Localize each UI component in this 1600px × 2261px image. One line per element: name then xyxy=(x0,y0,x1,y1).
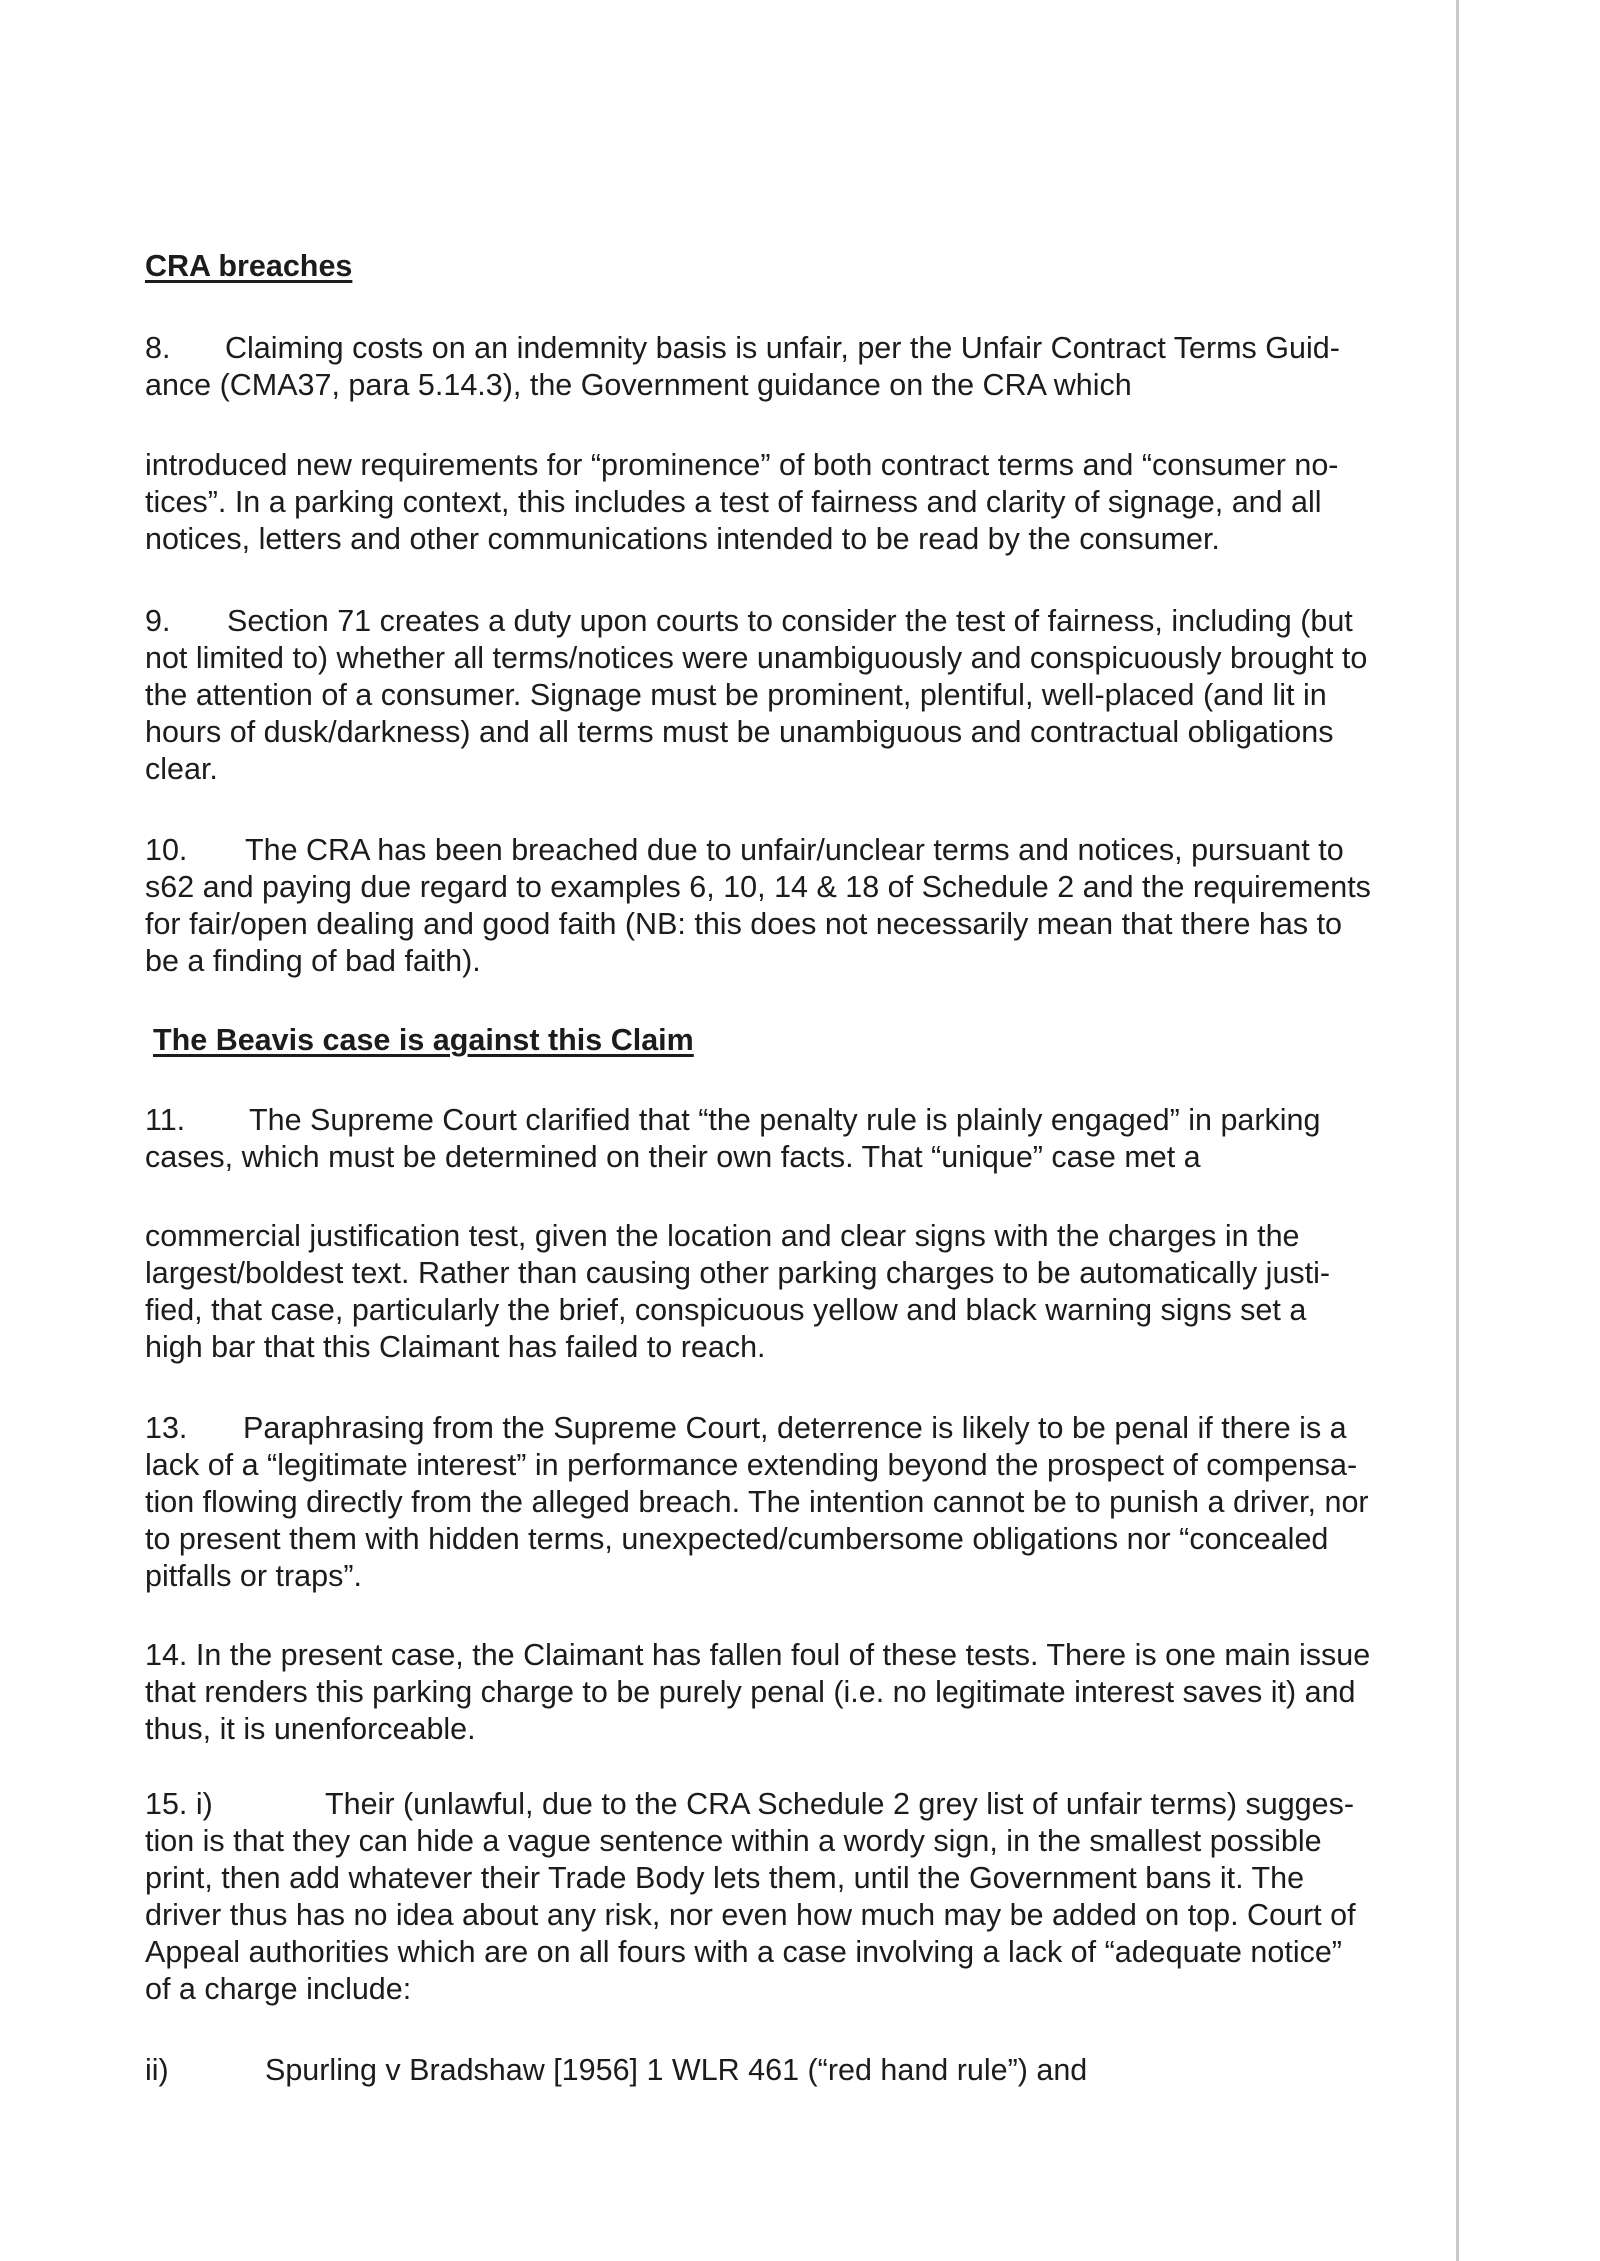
para-14-line-2: that renders this parking charge to be purely penal (i.e. no legitimate interest saves it) and xyxy=(145,1675,1356,1709)
para-13-line-2: lack of a “legitimate interest” in performance extending beyond the prospect of compensa- xyxy=(145,1448,1358,1482)
para-10-line-3: for fair/open dealing and good faith (NB: this does not necessarily mean that there has to xyxy=(145,907,1343,941)
para-9-line-3: the attention of a consumer. Signage must be prominent, plentiful, well-placed (and lit in xyxy=(145,678,1327,712)
para-13-line-5: pitfalls or traps”. xyxy=(145,1559,362,1593)
para-8-line-2: ance (CMA37, para 5.14.3), the Government guidance on the CRA which xyxy=(145,368,1132,402)
para-8-line-4: tices”. In a parking context, this includes a test of fairness and clarity of signage, and all xyxy=(145,485,1322,519)
para-15-line-3: print, then add whatever their Trade Body lets them, until the Government bans it. The xyxy=(145,1861,1305,1895)
para-11-line-4: largest/boldest text. Rather than causing other parking charges to be automatically justi- xyxy=(145,1256,1331,1290)
para-14-line-3: thus, it is unenforceable. xyxy=(145,1712,476,1746)
para-8-line-5: notices, letters and other communications intended to be read by the consumer. xyxy=(145,522,1220,556)
para-15-line-2: tion is that they can hide a vague sentence within a wordy sign, in the smallest possible xyxy=(145,1824,1322,1858)
para-13-number: 13. xyxy=(145,1411,188,1445)
para-15-sub-ii-text: Spurling v Bradshaw [1956] 1 WLR 461 (“red hand rule”) and xyxy=(265,2053,1088,2087)
heading-beavis-case: The Beavis case is against this Claim xyxy=(153,1023,694,1057)
para-10-line-1: 10. The CRA has been breached due to unfair/unclear terms and notices, pursuant to xyxy=(145,833,1344,867)
para-10-line-2: s62 and paying due regard to examples 6, 10, 14 & 18 of Schedule 2 and the requirements xyxy=(145,870,1371,904)
para-9-line-2: not limited to) whether all terms/notices were unambiguously and conspicuously brought to xyxy=(145,641,1368,675)
para-14-line-1: 14. In the present case, the Claimant has fallen foul of these tests. There is one main issue xyxy=(145,1638,1371,1672)
para-15-line-1: 15. i) Their (unlawful, due to the CRA Schedule 2 grey list of unfair terms) sugges- xyxy=(145,1787,1355,1821)
para-10-line-4: be a finding of bad faith). xyxy=(145,944,481,978)
para-11-line-3: commercial justification test, given the location and clear signs with the charges in the xyxy=(145,1219,1300,1253)
para-13-line-4: to present them with hidden terms, unexpected/cumbersome obligations nor “concealed xyxy=(145,1522,1329,1556)
para-15-sub-ii-number: ii) xyxy=(145,2053,169,2087)
para-15-line-4: driver thus has no idea about any risk, nor even how much may be added on top. Court of xyxy=(145,1898,1356,1932)
para-9-number: 9. xyxy=(145,604,171,638)
heading-cra-breaches: CRA breaches xyxy=(145,249,353,283)
para-15-line-5: Appeal authorities which are on all fours with a case involving a lack of “adequate notice” xyxy=(145,1935,1342,1969)
para-11-number: 11. xyxy=(145,1103,186,1137)
para-11-line-2: cases, which must be determined on their own facts. That “unique” case met a xyxy=(145,1140,1201,1174)
para-11-line-6: high bar that this Claimant has failed to reach. xyxy=(145,1330,766,1364)
para-8-line-1: 8. Claiming costs on an indemnity basis is unfair, per the Unfair Contract Terms Guid- xyxy=(145,331,1340,365)
para-9-line-5: clear. xyxy=(145,752,218,786)
para-8-number: 8. xyxy=(145,331,171,365)
para-15-sub-ii xyxy=(145,2052,1087,2088)
para-13-line-1: 13. Paraphrasing from the Supreme Court, deterrence is likely to be penal if there is a xyxy=(145,1411,1347,1445)
para-8-line-3: introduced new requirements for “prominence” of both contract terms and “consumer no- xyxy=(145,448,1339,482)
page-edge xyxy=(1456,0,1459,2261)
para-15-line-6: of a charge include: xyxy=(145,1972,412,2006)
para-15-number: 15. i) xyxy=(145,1787,213,1821)
para-13-line-3: tion flowing directly from the alleged breach. The intention cannot be to punish a driver, nor xyxy=(145,1485,1369,1519)
para-10-number: 10. xyxy=(145,833,188,867)
para-11-line-1: 11. The Supreme Court clarified that “the penalty rule is plainly engaged” in parking xyxy=(145,1103,1321,1137)
para-9-line-1: 9. Section 71 creates a duty upon courts to consider the test of fairness, including (but xyxy=(145,604,1353,638)
para-9-line-4: hours of dusk/darkness) and all terms must be unambiguous and contractual obligations xyxy=(145,715,1334,749)
para-11-line-5: fied, that case, particularly the brief, conspicuous yellow and black warning signs set a xyxy=(145,1293,1307,1327)
